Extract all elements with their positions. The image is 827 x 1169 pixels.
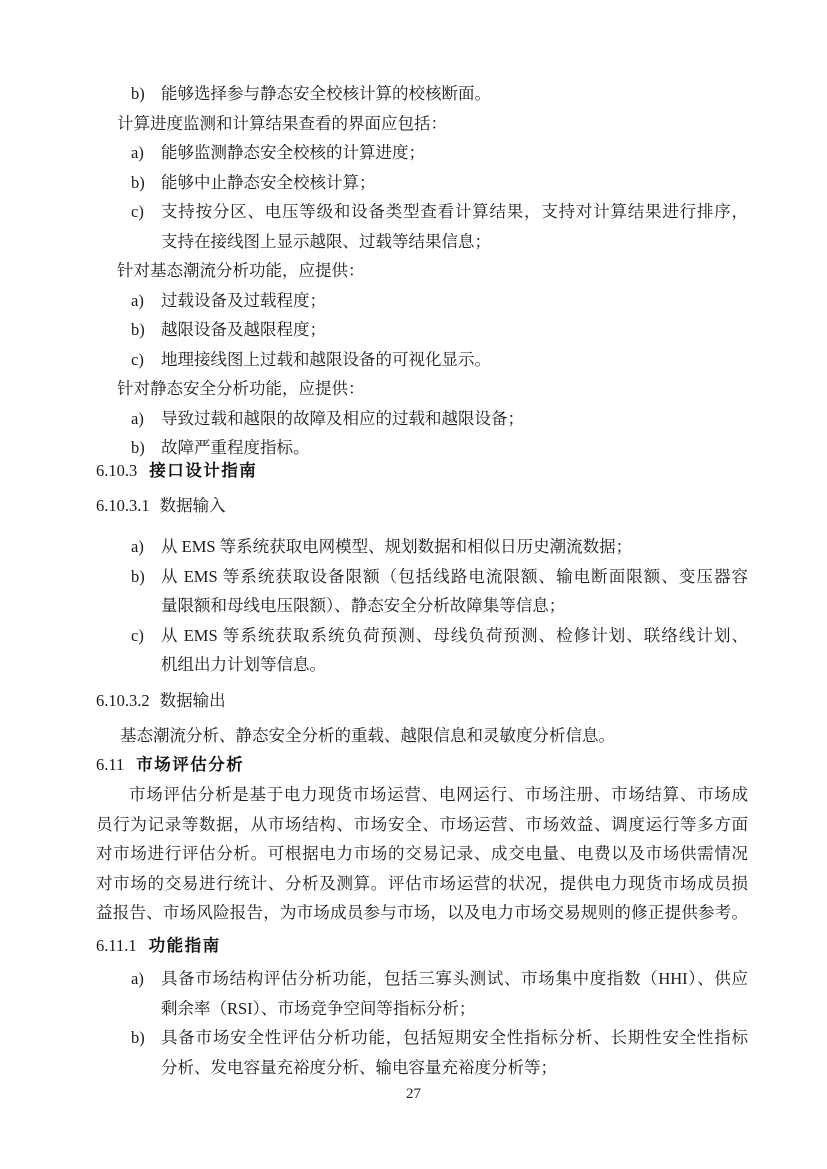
paragraph-line: 益报告、市场风险报告，为市场成员参与市场，以及电力市场交易规则的修正提供参考。	[96, 903, 748, 922]
continuation-line: 量限额和母线电压限额）、静态安全分析故障集等信息；	[161, 596, 566, 615]
paragraph-line: 员行为记录等数据，从市场结构、市场安全、市场运营、市场效益、调度运行等多方面	[96, 814, 748, 834]
list-item-label: a)	[131, 143, 144, 162]
list-item-text: 故障严重程度指标。	[161, 438, 310, 457]
continuation-line: 支持在接线图上显示越限、过载等结果信息；	[161, 231, 491, 251]
list-item-text: 具备市场安全性评估分析功能，包括短期安全性指标分析、长期性安全性指标	[161, 1028, 748, 1047]
paragraph-market-evaluation	[96, 780, 748, 928]
heading-number: 6.10.3	[96, 461, 138, 480]
list-item-line	[96, 286, 748, 316]
list-item-label: b)	[131, 438, 145, 457]
list-item-text: 能够中止静态安全校核计算；	[161, 172, 376, 192]
continuation-line: 分析、发电容量充裕度分析、输电容量充裕度分析等；	[161, 1057, 557, 1077]
list-item-line	[96, 79, 748, 109]
list-item-label: c)	[131, 349, 144, 369]
heading-6-10-3-1	[96, 491, 748, 521]
paragraph-line: 对市场的交易进行统计、分析及测算。评估市场运营的状况，提供电力现货市场成员损	[96, 873, 748, 893]
text-data-output	[96, 721, 748, 751]
heading-number: 6.10.3.1	[96, 496, 150, 515]
list-item-label: c)	[131, 202, 144, 221]
list-item-text: 越限设备及越限程度；	[161, 320, 326, 339]
list-item-line	[96, 168, 748, 198]
heading-title: 市场评估分析	[136, 756, 245, 774]
list-item-line	[96, 345, 748, 375]
list-item-text: 能够监测静态安全校核的计算进度；	[161, 143, 425, 162]
list-item-line	[96, 1023, 748, 1053]
page-number: 27	[406, 1086, 421, 1102]
heading-title: 功能指南	[148, 937, 221, 955]
heading-title: 数据输入	[159, 496, 226, 515]
lead-line: 针对静态安全分析功能，应提供：	[117, 379, 365, 398]
list-item-text: 具备市场结构评估分析功能，包括三寡头测试、市场集中度指数（HHI）、供应	[161, 969, 748, 988]
list-item-text: 能够选择参与静态安全校核计算的校核断面。	[161, 84, 491, 103]
list-item-label: a)	[131, 408, 144, 428]
heading-6-10-3	[96, 456, 748, 487]
list-item-line	[96, 964, 748, 994]
list-item-label: c)	[131, 625, 144, 645]
paragraph-line: 对市场进行评估分析。可根据电力市场的交易记录、成交电量、电费以及市场供需情况	[96, 844, 748, 863]
list-item-line	[96, 562, 748, 592]
list-item-text: 支持按分区、电压等级和设备类型查看计算结果，支持对计算结果进行排序，	[161, 202, 748, 221]
heading-6-10-3-2	[96, 686, 748, 716]
list-data-input	[96, 532, 748, 680]
lead-line: 计算进度监测和计算结果查看的界面应包括：	[117, 113, 447, 133]
list-item-line	[96, 197, 748, 227]
heading-6-11	[96, 750, 748, 781]
list-function-guide	[96, 964, 748, 1082]
list-item-line	[96, 404, 748, 434]
lead-line: 针对基态潮流分析功能，应提供：	[117, 261, 365, 280]
list-item-text: 过载设备及过载程度；	[161, 290, 326, 310]
list-item-text: 导致过载和越限的故障及相应的过载和越限设备；	[161, 408, 524, 428]
list-item-text: 地理接线图上过载和越限设备的可视化显示。	[161, 349, 491, 369]
heading-number: 6.11	[96, 755, 125, 774]
plain-line: 基态潮流分析、静态安全分析的重载、越限信息和灵敏度分析信息。	[120, 726, 615, 745]
list-item-line	[96, 138, 748, 168]
list-item-text: 从 EMS 等系统获取系统负荷预测、母线负荷预测、检修计划、联络线计划、	[161, 625, 748, 645]
list-item-label: b)	[131, 320, 145, 339]
list-item-label: a)	[131, 537, 144, 556]
list-item-label: b)	[131, 566, 145, 586]
continuation-line: 机组出力计划等信息。	[161, 655, 326, 674]
list-item-label: a)	[131, 290, 144, 310]
list-item-label: a)	[131, 969, 144, 988]
continuation-line: 剩余率（RSI）、市场竞争空间等指标分析；	[161, 998, 476, 1018]
paragraph-first-line: 市场评估分析是基于电力现货市场运营、电网运行、市场注册、市场结算、市场成	[129, 785, 748, 804]
list-item-line	[96, 532, 748, 562]
heading-6-11-1	[96, 931, 748, 962]
heading-title: 接口设计指南	[149, 462, 258, 480]
heading-number: 6.11.1	[96, 936, 137, 955]
list-item-text: 从 EMS 等系统获取设备限额（包括线路电流限额、输电断面限额、变压器容	[161, 566, 748, 586]
heading-number: 6.10.3.2	[96, 691, 150, 710]
list-item-label: b)	[131, 84, 145, 103]
list-item-line	[96, 621, 748, 651]
list-item-line	[96, 315, 748, 345]
heading-title: 数据输出	[159, 691, 226, 710]
list-item-text: 从 EMS 等系统获取电网模型、规划数据和相似日历史潮流数据；	[161, 537, 633, 556]
list-item-label: b)	[131, 172, 145, 192]
list-item-label: b)	[131, 1028, 145, 1047]
list-static-security-continued	[96, 79, 748, 463]
